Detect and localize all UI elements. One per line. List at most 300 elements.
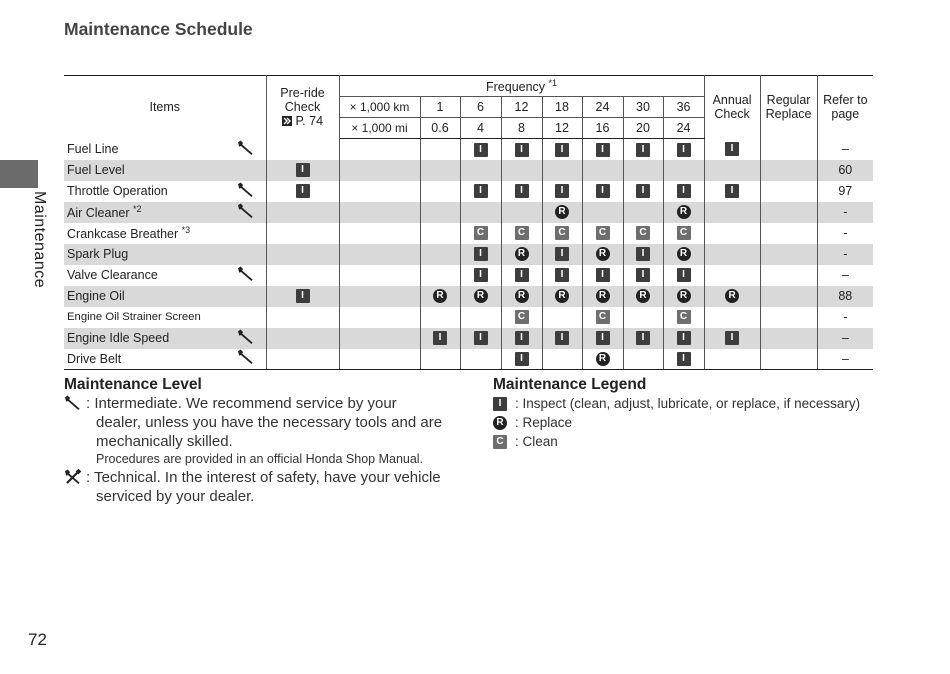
- inspect-mark-icon: I: [474, 184, 488, 198]
- wrench-icon: [237, 266, 255, 285]
- maintenance-legend-heading: Maintenance Legend: [493, 376, 647, 393]
- inspect-mark-icon: I: [555, 247, 569, 261]
- item-name: Engine Oil: [67, 289, 125, 303]
- replace-mark-icon: R: [515, 289, 529, 303]
- frequency-cell: [460, 202, 501, 223]
- preride-header-line2: Check: [284, 100, 321, 115]
- frequency-cell: [582, 307, 623, 328]
- preride-cell: [266, 349, 339, 370]
- inspect-mark-icon: I: [515, 352, 529, 366]
- frequency-cell: [663, 202, 704, 223]
- preride-header-line1: Pre-ride: [280, 86, 325, 101]
- inspect-mark-icon: I: [474, 268, 488, 282]
- item-footnote-mark: *2: [133, 203, 142, 214]
- technical-level-entry: [64, 468, 464, 506]
- section-side-tab: [0, 160, 38, 188]
- refer-page-cell[interactable]: –: [817, 328, 873, 349]
- interval-mi-6: 24: [663, 118, 704, 139]
- item-name: Engine Idle Speed: [67, 331, 170, 345]
- table-row: [64, 286, 873, 307]
- frequency-cell: [460, 328, 501, 349]
- preride-cell: [266, 223, 339, 244]
- frequency-cell: [501, 349, 542, 370]
- refer-page-cell[interactable]: –: [841, 142, 849, 156]
- frequency-column-header: [339, 76, 704, 97]
- unit-spacer-cell: [339, 286, 420, 307]
- interval-km-5: 30: [623, 97, 663, 118]
- service-level-cell: [226, 139, 266, 160]
- replace-mark-icon: R: [636, 289, 650, 303]
- frequency-cell: [420, 307, 460, 328]
- frequency-cell: [501, 139, 542, 160]
- frequency-cell: [623, 202, 663, 223]
- refer-page-cell[interactable]: 97: [838, 184, 853, 198]
- frequency-cell: [663, 160, 704, 181]
- frequency-cell: [501, 244, 542, 265]
- unit-spacer-cell: [339, 328, 420, 349]
- table-row: [64, 244, 873, 265]
- inspect-mark-icon: I: [555, 331, 569, 345]
- frequency-cell: [501, 265, 542, 286]
- replace-mark-icon: R: [515, 247, 529, 261]
- frequency-cell: [663, 265, 704, 286]
- item-name: Air Cleaner: [67, 206, 130, 221]
- item-name-cell: [64, 328, 226, 349]
- service-level-cell: [226, 286, 266, 307]
- replace-mark-icon: R: [677, 247, 691, 261]
- frequency-cell: [582, 286, 623, 307]
- replace-mark-icon: R: [474, 289, 488, 303]
- inspect-mark-icon: I: [474, 143, 488, 157]
- item-name-cell: [64, 139, 226, 160]
- annual-check-cell: [704, 223, 760, 244]
- regular-replace-cell: [760, 349, 817, 370]
- frequency-cell: [420, 328, 460, 349]
- clean-mark-icon: C: [636, 226, 650, 240]
- legend-clean-entry: [493, 432, 863, 451]
- frequency-cell: [542, 286, 582, 307]
- wrench-icon: [237, 182, 255, 201]
- frequency-cell: [542, 307, 582, 328]
- wrench-icon: [64, 395, 82, 416]
- clean-mark-icon: C: [515, 310, 529, 324]
- item-name-cell: [64, 349, 226, 370]
- replace-mark-icon: R: [725, 289, 739, 303]
- service-level-cell: [226, 349, 266, 370]
- frequency-cell: [460, 160, 501, 181]
- service-level-cell: [226, 223, 266, 244]
- legend-clean-text: : Clean: [515, 434, 558, 449]
- annual-check-cell: [704, 160, 760, 181]
- replace-mark-icon: R: [596, 289, 610, 303]
- item-name: Throttle Operation: [67, 184, 168, 198]
- replace-mark-icon: R: [677, 289, 691, 303]
- interval-mi-4: 16: [582, 118, 623, 139]
- annual-check-cell: [704, 265, 760, 286]
- inspect-mark-icon: I: [725, 184, 739, 198]
- unit-spacer-cell: [339, 223, 420, 244]
- page-title: Maintenance Schedule: [64, 19, 253, 39]
- table-row: [64, 328, 873, 349]
- inspect-mark-icon: I: [296, 163, 310, 177]
- inspect-mark-icon: I: [515, 143, 529, 157]
- inspect-mark-icon: I: [474, 331, 488, 345]
- preride-cell: [266, 307, 339, 328]
- preride-cell: [266, 328, 339, 349]
- legend-replace-text: : Replace: [515, 415, 573, 430]
- service-level-cell: [226, 328, 266, 349]
- item-name-cell: [64, 160, 226, 181]
- unit-spacer-cell: [339, 244, 420, 265]
- interval-km-4: 24: [582, 97, 623, 118]
- frequency-cell: [582, 244, 623, 265]
- clean-mark-icon: C: [474, 226, 488, 240]
- refer-page-cell[interactable]: -: [843, 310, 848, 324]
- frequency-cell: [460, 181, 501, 202]
- item-name: Fuel Level: [67, 163, 125, 177]
- maintenance-level-section: [64, 376, 464, 506]
- frequency-cell: [623, 349, 663, 370]
- regular-replace-cell: [760, 265, 817, 286]
- frequency-cell: [623, 223, 663, 244]
- clean-mark-icon: C: [515, 226, 529, 240]
- frequency-cell: [420, 160, 460, 181]
- frequency-cell: [542, 244, 582, 265]
- item-name-cell: [64, 202, 226, 223]
- refer-page-cell[interactable]: -: [817, 244, 873, 265]
- preride-cell: [266, 181, 339, 202]
- unit-spacer-cell: [339, 202, 420, 223]
- service-level-cell: [226, 160, 266, 181]
- frequency-cell: [542, 181, 582, 202]
- interval-mi-5: 20: [623, 118, 663, 139]
- intermediate-line2: dealer, unless you have the necessary tools and are: [96, 414, 443, 431]
- service-level-cell: [226, 244, 266, 265]
- inspect-mark-icon: I: [596, 143, 610, 157]
- frequency-cell: [663, 139, 704, 160]
- clean-mark-icon: C: [677, 310, 691, 324]
- frequency-cell: [542, 328, 582, 349]
- frequency-cell: [542, 202, 582, 223]
- frequency-cell: [623, 286, 663, 307]
- item-name: Crankcase Breather: [67, 227, 179, 242]
- frequency-cell: [460, 307, 501, 328]
- regular-replace-cell: [760, 223, 817, 244]
- frequency-cell: [663, 328, 704, 349]
- inspect-mark-icon: I: [636, 268, 650, 282]
- maintenance-schedule-table: [64, 75, 873, 370]
- refer-header-line1: Refer to: [823, 93, 868, 108]
- annual-check-cell: [704, 139, 760, 160]
- item-footnote-mark: *3: [181, 224, 191, 235]
- table-row: [64, 202, 873, 223]
- service-level-cell: [226, 307, 266, 328]
- frequency-cell: [623, 160, 663, 181]
- interval-mi-2: 8: [501, 118, 542, 139]
- table-row: [64, 139, 873, 160]
- unit-mi-label: × 1,000 mi: [339, 118, 420, 139]
- frequency-cell: [663, 181, 704, 202]
- annual-check-cell: [704, 349, 760, 370]
- table-row: [64, 181, 873, 202]
- inspect-mark-icon: I: [555, 268, 569, 282]
- item-name-cell: [64, 307, 226, 328]
- preride-cell: [266, 265, 339, 286]
- section-side-label: Maintenance: [31, 191, 48, 289]
- inspect-mark-icon: I: [296, 289, 310, 303]
- inspect-mark-icon: I: [296, 184, 310, 198]
- regular-header-line1: Regular: [766, 93, 811, 108]
- table-row: [64, 307, 873, 328]
- inspect-mark-icon: I: [596, 268, 610, 282]
- preride-cell: [266, 286, 339, 307]
- crossed-tools-icon: [64, 469, 82, 490]
- annual-check-cell: [704, 181, 760, 202]
- inspect-mark-icon: I: [555, 143, 569, 157]
- frequency-cell: [542, 160, 582, 181]
- inspect-mark-icon: I: [493, 397, 507, 411]
- frequency-cell: [501, 160, 542, 181]
- frequency-cell: [623, 181, 663, 202]
- wrench-icon: [237, 349, 255, 368]
- inspect-mark-icon: I: [725, 331, 739, 345]
- inspect-mark-icon: I: [474, 247, 488, 261]
- wrench-icon: [237, 329, 255, 348]
- regular-replace-cell: [760, 139, 817, 160]
- inspect-mark-icon: I: [433, 331, 447, 345]
- clean-mark-icon: C: [555, 226, 569, 240]
- inspect-mark-icon: I: [555, 184, 569, 198]
- unit-spacer-cell: [339, 160, 420, 181]
- replace-mark-icon: R: [555, 289, 569, 303]
- unit-spacer-cell: [339, 349, 420, 370]
- legend-inspect-entry: [493, 394, 863, 413]
- frequency-cell: [420, 202, 460, 223]
- inspect-mark-icon: I: [515, 184, 529, 198]
- regular-replace-cell: [760, 244, 817, 265]
- clean-mark-icon: C: [596, 310, 610, 324]
- replace-mark-icon: R: [433, 289, 447, 303]
- page-link-arrow-icon: [282, 116, 292, 126]
- replace-mark-icon: R: [677, 205, 691, 219]
- frequency-cell: [663, 223, 704, 244]
- frequency-cell: [542, 139, 582, 160]
- refer-page-cell[interactable]: 88: [817, 286, 873, 307]
- unit-spacer-cell: [339, 139, 420, 160]
- inspect-mark-icon: I: [515, 268, 529, 282]
- technical-line2: serviced by your dealer.: [96, 488, 255, 505]
- clean-mark-icon: C: [596, 226, 610, 240]
- inspect-mark-icon: I: [596, 184, 610, 198]
- frequency-cell: [460, 223, 501, 244]
- annual-check-cell: [704, 307, 760, 328]
- frequency-cell: [542, 265, 582, 286]
- item-name: Spark Plug: [67, 247, 129, 261]
- regular-header-line2: Replace: [765, 107, 812, 122]
- frequency-cell: [663, 349, 704, 370]
- refer-page-column-header: [817, 76, 873, 139]
- inspect-mark-icon: I: [677, 184, 691, 198]
- frequency-cell: [420, 265, 460, 286]
- frequency-cell: [663, 286, 704, 307]
- wrench-icon: [237, 203, 255, 222]
- preride-column-header: [266, 76, 339, 139]
- annual-header-line2: Check: [714, 107, 750, 122]
- refer-header-line2: page: [831, 107, 860, 122]
- preride-cell: [266, 202, 339, 223]
- frequency-cell: [460, 265, 501, 286]
- frequency-cell: [582, 265, 623, 286]
- intermediate-level-entry: [64, 394, 464, 451]
- table-row: [64, 265, 873, 286]
- unit-spacer-cell: [339, 265, 420, 286]
- inspect-mark-icon: I: [677, 143, 691, 157]
- inspect-mark-icon: I: [636, 143, 650, 157]
- item-name: Valve Clearance: [67, 268, 158, 282]
- frequency-cell: [582, 328, 623, 349]
- frequency-cell: [623, 307, 663, 328]
- refer-page-cell[interactable]: –: [841, 268, 849, 282]
- regular-replace-column-header: [760, 76, 817, 139]
- items-column-header: Items: [64, 76, 266, 139]
- preride-page-reference-text: P. 74: [295, 114, 324, 129]
- frequency-cell: [542, 349, 582, 370]
- technical-line1: : Technical. In the interest of safety, have your vehicle: [86, 469, 441, 486]
- frequency-cell: [663, 244, 704, 265]
- page-number: 72: [28, 630, 47, 649]
- frequency-cell: [460, 139, 501, 160]
- regular-replace-cell: [760, 328, 817, 349]
- frequency-cell: [582, 181, 623, 202]
- table-row: [64, 160, 873, 181]
- replace-mark-icon: R: [596, 247, 610, 261]
- intermediate-line1: : Intermediate. We recommend service by your: [86, 395, 397, 412]
- item-name-cell: [64, 181, 226, 202]
- inspect-mark-icon: I: [677, 268, 691, 282]
- replace-mark-icon: R: [555, 205, 569, 219]
- interval-km-0: 1: [420, 97, 460, 118]
- shop-manual-note: Procedures are provided in an official Honda Shop Manual.: [96, 452, 424, 466]
- unit-spacer-cell: [339, 181, 420, 202]
- interval-km-6: 36: [663, 97, 704, 118]
- item-name: Engine Oil Strainer Screen: [67, 311, 201, 323]
- annual-check-cell: [704, 328, 760, 349]
- frequency-cell: [582, 160, 623, 181]
- frequency-cell: [460, 349, 501, 370]
- interval-mi-3: 12: [542, 118, 582, 139]
- frequency-cell: [623, 265, 663, 286]
- replace-mark-icon: R: [493, 416, 507, 430]
- legend-inspect-text: : Inspect (clean, adjust, lubricate, or replace, if necessary): [515, 396, 861, 411]
- frequency-cell: [501, 286, 542, 307]
- interval-km-1: 6: [460, 97, 501, 118]
- interval-mi-0: 0.6: [420, 118, 460, 139]
- unit-spacer-cell: [339, 307, 420, 328]
- frequency-cell: [582, 139, 623, 160]
- regular-replace-cell: [760, 307, 817, 328]
- service-level-cell: [226, 181, 266, 202]
- legend-replace-entry: [493, 413, 863, 432]
- frequency-cell: [542, 223, 582, 244]
- wrench-icon: [237, 140, 255, 159]
- annual-check-cell: [704, 244, 760, 265]
- annual-header-line1: Annual: [712, 93, 752, 108]
- unit-km-label: × 1,000 km: [339, 97, 420, 118]
- frequency-cell: [501, 223, 542, 244]
- refer-page-cell[interactable]: -: [843, 226, 848, 240]
- annual-check-column-header: [704, 76, 760, 139]
- clean-mark-icon: C: [493, 435, 507, 449]
- preride-page-reference[interactable]: [267, 114, 339, 128]
- frequency-cell: [420, 286, 460, 307]
- refer-page-cell[interactable]: –: [817, 349, 873, 370]
- clean-mark-icon: C: [677, 226, 691, 240]
- regular-replace-cell: [760, 160, 817, 181]
- frequency-cell: [623, 244, 663, 265]
- refer-page-cell[interactable]: -: [817, 202, 873, 223]
- frequency-cell: [623, 328, 663, 349]
- item-name-cell: [64, 286, 226, 307]
- inspect-mark-icon: I: [677, 331, 691, 345]
- regular-replace-cell: [760, 181, 817, 202]
- table-row: [64, 349, 873, 370]
- frequency-footnote-mark: *1: [548, 77, 558, 88]
- frequency-cell: [501, 202, 542, 223]
- preride-cell: [266, 244, 339, 265]
- frequency-cell: [420, 349, 460, 370]
- replace-mark-icon: R: [596, 352, 610, 366]
- frequency-cell: [501, 181, 542, 202]
- interval-km-3: 18: [542, 97, 582, 118]
- item-name: Drive Belt: [67, 351, 122, 366]
- inspect-mark-icon: I: [725, 142, 739, 156]
- service-level-cell: [226, 202, 266, 223]
- preride-cell: [266, 160, 339, 181]
- inspect-mark-icon: I: [636, 331, 650, 345]
- inspect-mark-icon: I: [636, 184, 650, 198]
- inspect-mark-icon: I: [515, 331, 529, 345]
- refer-page-cell[interactable]: 60: [817, 160, 873, 181]
- item-name-cell: [64, 223, 226, 244]
- frequency-cell: [501, 307, 542, 328]
- inspect-mark-icon: I: [677, 352, 691, 366]
- frequency-cell: [582, 349, 623, 370]
- frequency-cell: [420, 223, 460, 244]
- frequency-cell: [623, 139, 663, 160]
- interval-km-2: 12: [501, 97, 542, 118]
- regular-replace-cell: [760, 202, 817, 223]
- intermediate-line3: mechanically skilled.: [96, 433, 233, 450]
- frequency-cell: [420, 139, 460, 160]
- frequency-cell: [582, 223, 623, 244]
- interval-mi-1: 4: [460, 118, 501, 139]
- annual-check-cell: [704, 202, 760, 223]
- inspect-mark-icon: I: [596, 331, 610, 345]
- frequency-cell: [460, 244, 501, 265]
- item-name-cell: [64, 244, 226, 265]
- annual-check-cell: [704, 286, 760, 307]
- table-row: [64, 223, 873, 244]
- item-name: Fuel Line: [67, 142, 119, 156]
- frequency-cell: [501, 328, 542, 349]
- regular-replace-cell: [760, 286, 817, 307]
- frequency-cell: [582, 202, 623, 223]
- inspect-mark-icon: I: [636, 247, 650, 261]
- frequency-cell: [420, 181, 460, 202]
- item-name-cell: [64, 265, 226, 286]
- frequency-cell: [460, 286, 501, 307]
- service-level-cell: [226, 265, 266, 286]
